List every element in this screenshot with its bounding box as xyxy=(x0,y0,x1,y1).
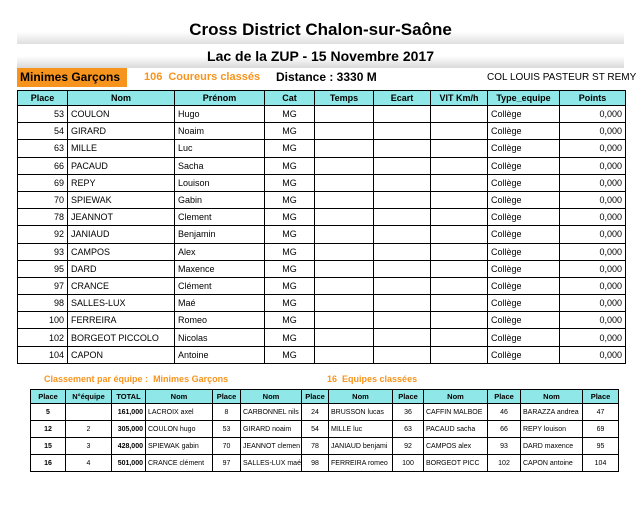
team-cell: CAFFIN MALBOE xyxy=(424,404,488,421)
runners-col-header: Type_equipe xyxy=(488,91,560,106)
runner-row xyxy=(18,260,626,277)
runner-cell-place: 102 xyxy=(18,329,68,346)
runner-cell-vit xyxy=(431,346,488,363)
runner-cell-vit xyxy=(431,226,488,243)
runner-cell-ecart xyxy=(374,312,431,329)
runner-cell-prenom: Nicolas xyxy=(175,329,265,346)
runner-cell-cat: MG xyxy=(265,226,315,243)
runner-cell-temps xyxy=(315,226,374,243)
runner-cell-vit xyxy=(431,243,488,260)
team-cell: GIRARD noaim xyxy=(241,421,302,438)
team-cell: DARD maxence xyxy=(521,438,583,455)
runner-cell-nom: FERREIRA xyxy=(68,312,175,329)
teams-col-header: Place xyxy=(488,390,521,404)
runner-cell-nom: JEANNOT xyxy=(68,209,175,226)
team-cell: 100 xyxy=(393,455,424,472)
team-cell: 5 xyxy=(31,404,66,421)
team-cell: REPY louison xyxy=(521,421,583,438)
runners-col-header: Temps xyxy=(315,91,374,106)
runner-cell-cat: MG xyxy=(265,295,315,312)
team-cell: 12 xyxy=(31,421,66,438)
runner-cell-cat: MG xyxy=(265,329,315,346)
team-cell: 24 xyxy=(302,404,329,421)
team-cell: 2 xyxy=(66,421,112,438)
team-cell: 54 xyxy=(302,421,329,438)
runner-cell-vit xyxy=(431,312,488,329)
teams-col-header: Nom xyxy=(521,390,583,404)
runner-cell-temps xyxy=(315,209,374,226)
runner-row xyxy=(18,295,626,312)
runner-cell-ecart xyxy=(374,191,431,208)
runner-row xyxy=(18,140,626,157)
runner-cell-nom: GIRARD xyxy=(68,123,175,140)
runner-cell-type: Collège xyxy=(488,140,560,157)
runner-cell-place: 93 xyxy=(18,243,68,260)
team-count-value: 16 xyxy=(327,374,338,384)
runner-cell-ecart xyxy=(374,243,431,260)
runner-cell-ecart xyxy=(374,346,431,363)
runner-row xyxy=(18,329,626,346)
runner-cell-nom: REPY xyxy=(68,174,175,191)
runner-cell-prenom: Romeo xyxy=(175,312,265,329)
runner-cell-points: 0,000 xyxy=(560,243,626,260)
runner-cell-nom: PACAUD xyxy=(68,157,175,174)
teams-col-header: N°équipe xyxy=(66,390,112,404)
runner-row xyxy=(18,243,626,260)
runner-cell-ecart xyxy=(374,329,431,346)
runner-cell-nom: CAPON xyxy=(68,346,175,363)
runner-cell-place: 97 xyxy=(18,277,68,294)
runner-cell-vit xyxy=(431,123,488,140)
team-cell: 16 xyxy=(31,455,66,472)
team-row xyxy=(31,404,619,421)
runner-cell-points: 0,000 xyxy=(560,329,626,346)
team-cell: 98 xyxy=(302,455,329,472)
runners-table xyxy=(17,90,626,364)
runner-cell-type: Collège xyxy=(488,157,560,174)
runner-cell-vit xyxy=(431,295,488,312)
runner-cell-prenom: Louison xyxy=(175,174,265,191)
runner-cell-points: 0,000 xyxy=(560,226,626,243)
runner-count-value: 106 xyxy=(144,71,163,83)
runner-cell-ecart xyxy=(374,277,431,294)
team-row xyxy=(31,455,619,472)
runner-cell-place: 100 xyxy=(18,312,68,329)
runner-cell-nom: CAMPOS xyxy=(68,243,175,260)
runner-cell-place: 78 xyxy=(18,209,68,226)
runner-cell-vit xyxy=(431,209,488,226)
runner-cell-type: Collège xyxy=(488,312,560,329)
runner-cell-points: 0,000 xyxy=(560,312,626,329)
page-subtitle: Lac de la ZUP - 15 Novembre 2017 xyxy=(17,44,624,68)
teams-col-header: TOTAL xyxy=(112,390,146,404)
teams-col-header: Place xyxy=(393,390,424,404)
runner-cell-temps xyxy=(315,346,374,363)
team-cell: 104 xyxy=(583,455,619,472)
runner-cell-points: 0,000 xyxy=(560,277,626,294)
runner-cell-prenom: Luc xyxy=(175,140,265,157)
team-cell: 501,000 xyxy=(112,455,146,472)
runner-cell-place: 54 xyxy=(18,123,68,140)
runner-row xyxy=(18,123,626,140)
team-cell: COULON hugo xyxy=(146,421,213,438)
runner-cell-points: 0,000 xyxy=(560,295,626,312)
runner-cell-nom: SALLES-LUX xyxy=(68,295,175,312)
runner-cell-cat: MG xyxy=(265,346,315,363)
runner-cell-points: 0,000 xyxy=(560,123,626,140)
runner-row xyxy=(18,106,626,123)
teams-col-header: Nom xyxy=(424,390,488,404)
runner-cell-type: Collège xyxy=(488,226,560,243)
runner-cell-cat: MG xyxy=(265,277,315,294)
runner-cell-temps xyxy=(315,312,374,329)
runner-cell-prenom: Noaim xyxy=(175,123,265,140)
runner-row xyxy=(18,174,626,191)
runner-cell-ecart xyxy=(374,174,431,191)
runner-cell-vit xyxy=(431,191,488,208)
category-label: Minimes Garçons xyxy=(17,68,127,87)
runner-cell-cat: MG xyxy=(265,209,315,226)
team-cell: 161,000 xyxy=(112,404,146,421)
runner-cell-type: Collège xyxy=(488,277,560,294)
teams-col-header: Place xyxy=(302,390,329,404)
runner-cell-prenom: Clement xyxy=(175,209,265,226)
runner-cell-place: 66 xyxy=(18,157,68,174)
runner-cell-temps xyxy=(315,329,374,346)
team-cell: 3 xyxy=(66,438,112,455)
runner-cell-prenom: Alex xyxy=(175,243,265,260)
team-cell: PACAUD sacha xyxy=(424,421,488,438)
runner-cell-ecart xyxy=(374,140,431,157)
runner-row xyxy=(18,346,626,363)
runner-cell-type: Collège xyxy=(488,295,560,312)
runner-cell-temps xyxy=(315,174,374,191)
team-cell: 428,000 xyxy=(112,438,146,455)
team-cell: 102 xyxy=(488,455,521,472)
team-cell: 63 xyxy=(393,421,424,438)
runner-cell-temps xyxy=(315,260,374,277)
team-cell: 66 xyxy=(488,421,521,438)
runner-cell-ecart xyxy=(374,123,431,140)
runner-cell-vit xyxy=(431,157,488,174)
runner-cell-prenom: Sacha xyxy=(175,157,265,174)
runner-cell-ecart xyxy=(374,157,431,174)
runner-cell-cat: MG xyxy=(265,106,315,123)
team-cell: 53 xyxy=(213,421,241,438)
runner-cell-ecart xyxy=(374,226,431,243)
runner-cell-prenom: Antoine xyxy=(175,346,265,363)
runner-cell-nom: COULON xyxy=(68,106,175,123)
runner-cell-place: 70 xyxy=(18,191,68,208)
runner-cell-vit xyxy=(431,329,488,346)
runner-cell-temps xyxy=(315,123,374,140)
team-cell: BORGEOT PICC xyxy=(424,455,488,472)
runner-cell-type: Collège xyxy=(488,243,560,260)
team-cell: 8 xyxy=(213,404,241,421)
runner-cell-type: Collège xyxy=(488,329,560,346)
runner-count xyxy=(144,71,260,83)
team-cell: CRANCE clément xyxy=(146,455,213,472)
team-cell: 47 xyxy=(583,404,619,421)
team-ranking-category: Minimes Garçons xyxy=(153,374,229,384)
team-cell: 92 xyxy=(393,438,424,455)
team-cell: 4 xyxy=(66,455,112,472)
team-row xyxy=(31,421,619,438)
runner-cell-prenom: Maxence xyxy=(175,260,265,277)
team-cell: 78 xyxy=(302,438,329,455)
runner-cell-type: Collège xyxy=(488,174,560,191)
runner-cell-type: Collège xyxy=(488,123,560,140)
runner-row xyxy=(18,226,626,243)
runner-cell-place: 95 xyxy=(18,260,68,277)
team-count-label: Equipes classées xyxy=(342,374,418,384)
runner-cell-type: Collège xyxy=(488,346,560,363)
runner-cell-cat: MG xyxy=(265,174,315,191)
runner-cell-place: 98 xyxy=(18,295,68,312)
teams-col-header: Nom xyxy=(241,390,302,404)
teams-col-header: Place xyxy=(31,390,66,404)
runner-cell-prenom: Clément xyxy=(175,277,265,294)
runner-cell-nom: BORGEOT PICCOLO xyxy=(68,329,175,346)
team-cell: CARBONNEL nils xyxy=(241,404,302,421)
runner-cell-cat: MG xyxy=(265,140,315,157)
runner-cell-vit xyxy=(431,277,488,294)
runner-cell-cat: MG xyxy=(265,312,315,329)
team-cell: SPIEWAK gabin xyxy=(146,438,213,455)
runner-cell-type: Collège xyxy=(488,106,560,123)
runner-cell-points: 0,000 xyxy=(560,260,626,277)
runner-cell-ecart xyxy=(374,260,431,277)
runner-cell-cat: MG xyxy=(265,157,315,174)
runner-cell-prenom: Benjamin xyxy=(175,226,265,243)
runner-cell-points: 0,000 xyxy=(560,209,626,226)
runner-cell-vit xyxy=(431,260,488,277)
team-cell: 69 xyxy=(583,421,619,438)
team-cell: LACROIX axel xyxy=(146,404,213,421)
runner-cell-prenom: Maé xyxy=(175,295,265,312)
runner-cell-cat: MG xyxy=(265,191,315,208)
runner-cell-place: 92 xyxy=(18,226,68,243)
runner-cell-points: 0,000 xyxy=(560,140,626,157)
teams-table xyxy=(30,389,619,472)
runner-cell-nom: MILLE xyxy=(68,140,175,157)
runner-cell-temps xyxy=(315,191,374,208)
runner-row xyxy=(18,209,626,226)
runner-cell-ecart xyxy=(374,209,431,226)
runner-row xyxy=(18,157,626,174)
runner-cell-temps xyxy=(315,157,374,174)
team-cell: SALLES-LUX maé xyxy=(241,455,302,472)
team-cell: 97 xyxy=(213,455,241,472)
runner-cell-temps xyxy=(315,277,374,294)
team-cell: 70 xyxy=(213,438,241,455)
runner-count-label: Coureurs classés xyxy=(168,71,261,83)
runners-col-header: Place xyxy=(18,91,68,106)
team-cell: BRUSSON lucas xyxy=(329,404,393,421)
team-cell: 15 xyxy=(31,438,66,455)
runners-col-header: Ecart xyxy=(374,91,431,106)
runner-cell-place: 104 xyxy=(18,346,68,363)
teams-col-header: Place xyxy=(583,390,619,404)
team-ranking-label xyxy=(44,374,228,384)
runner-cell-prenom: Gabin xyxy=(175,191,265,208)
team-cell: CAMPOS alex xyxy=(424,438,488,455)
runner-cell-points: 0,000 xyxy=(560,346,626,363)
runner-cell-vit xyxy=(431,106,488,123)
team-cell: 93 xyxy=(488,438,521,455)
runner-cell-prenom: Hugo xyxy=(175,106,265,123)
team-cell: JEANNOT clemen xyxy=(241,438,302,455)
runner-cell-cat: MG xyxy=(265,123,315,140)
page-title: Cross District Chalon-sur-Saône xyxy=(17,12,624,48)
runner-cell-nom: CRANCE xyxy=(68,277,175,294)
runners-col-header: Cat xyxy=(265,91,315,106)
runners-col-header: Nom xyxy=(68,91,175,106)
team-cell: JANIAUD benjami xyxy=(329,438,393,455)
runner-cell-ecart xyxy=(374,106,431,123)
runner-cell-vit xyxy=(431,174,488,191)
runner-cell-nom: JANIAUD xyxy=(68,226,175,243)
team-cell: 305,000 xyxy=(112,421,146,438)
team-cell: 36 xyxy=(393,404,424,421)
runner-cell-type: Collège xyxy=(488,209,560,226)
runners-col-header: Prénom xyxy=(175,91,265,106)
teams-col-header: Nom xyxy=(146,390,213,404)
team-ranking-text: Classement par équipe : xyxy=(44,374,149,384)
runner-row xyxy=(18,277,626,294)
team-cell: 46 xyxy=(488,404,521,421)
runner-cell-place: 69 xyxy=(18,174,68,191)
runner-cell-points: 0,000 xyxy=(560,157,626,174)
team-row xyxy=(31,438,619,455)
runner-cell-cat: MG xyxy=(265,243,315,260)
runner-cell-place: 53 xyxy=(18,106,68,123)
runner-cell-points: 0,000 xyxy=(560,106,626,123)
distance-label: Distance : 3330 M xyxy=(276,70,377,84)
teams-col-header: Place xyxy=(213,390,241,404)
runner-cell-points: 0,000 xyxy=(560,191,626,208)
runner-row xyxy=(18,312,626,329)
runner-cell-points: 0,000 xyxy=(560,174,626,191)
runner-cell-vit xyxy=(431,140,488,157)
team-cell: FERREIRA romeo xyxy=(329,455,393,472)
runners-col-header: Points xyxy=(560,91,626,106)
runner-row xyxy=(18,191,626,208)
team-cell: BARAZZA andrea xyxy=(521,404,583,421)
team-cell: 95 xyxy=(583,438,619,455)
team-cell: MILLE luc xyxy=(329,421,393,438)
runner-cell-nom: SPIEWAK xyxy=(68,191,175,208)
team-count xyxy=(327,374,417,384)
team-cell: CAPON antoine xyxy=(521,455,583,472)
teams-col-header: Nom xyxy=(329,390,393,404)
runner-cell-place: 63 xyxy=(18,140,68,157)
runner-cell-cat: MG xyxy=(265,260,315,277)
runner-cell-temps xyxy=(315,140,374,157)
runner-cell-temps xyxy=(315,106,374,123)
runner-cell-temps xyxy=(315,295,374,312)
runners-col-header: VIT Km/h xyxy=(431,91,488,106)
team-cell xyxy=(66,404,112,421)
runner-cell-nom: DARD xyxy=(68,260,175,277)
runner-cell-ecart xyxy=(374,295,431,312)
runner-cell-type: Collège xyxy=(488,191,560,208)
runner-cell-temps xyxy=(315,243,374,260)
school-name: COL LOUIS PASTEUR ST REMY xyxy=(487,72,637,83)
runner-cell-type: Collège xyxy=(488,260,560,277)
